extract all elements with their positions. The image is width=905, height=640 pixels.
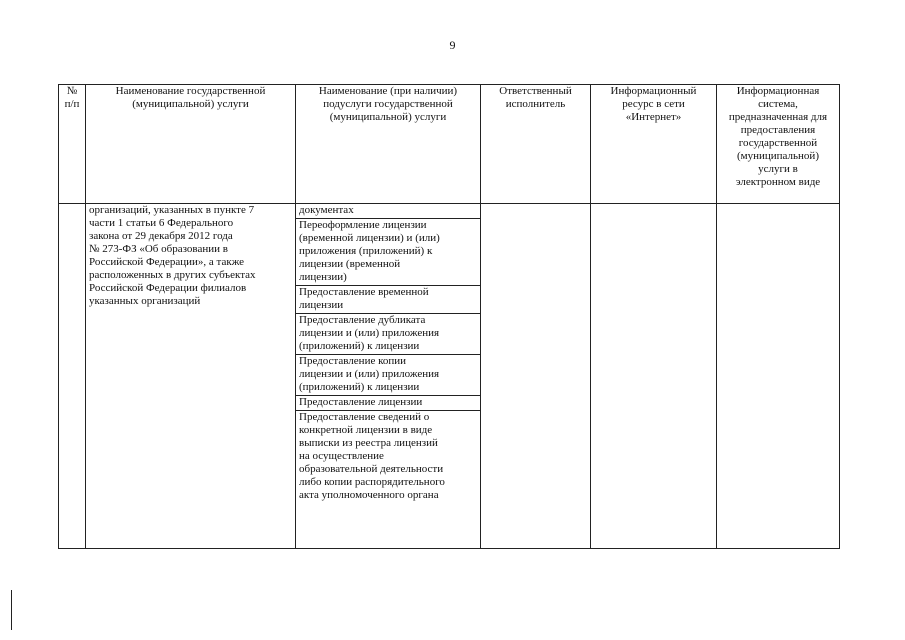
- header-information-system: [717, 85, 840, 204]
- text-line: Информационный: [610, 85, 697, 97]
- text-line: п/п: [64, 98, 80, 110]
- text-line: части 1 статьи 6 Федерального: [89, 217, 234, 229]
- cell-responsible: [481, 204, 591, 549]
- text-line: Наименование (при наличии): [318, 85, 458, 97]
- page-number: 9: [449, 38, 456, 52]
- cell-information-system: [717, 204, 840, 549]
- text-line: лицензии): [299, 271, 347, 283]
- text-line: на осуществление: [299, 450, 384, 462]
- text-line: лицензии: [299, 299, 344, 311]
- header-responsible: [481, 85, 591, 204]
- text-line: лицензии (временной: [299, 258, 401, 270]
- subservice-item: [296, 314, 480, 355]
- table-row: [59, 204, 840, 549]
- text-line: государственной: [738, 137, 818, 149]
- cell-subservices: [296, 204, 481, 549]
- text-line: (временной лицензии) и (или): [299, 232, 440, 244]
- text-line: электронном виде: [735, 176, 821, 188]
- text-line: исполнитель: [505, 98, 566, 110]
- cell-service-name: [86, 204, 296, 549]
- text-line: (приложений) к лицензии: [299, 340, 420, 352]
- header-internet-resource: [591, 85, 717, 204]
- header-number: [59, 85, 86, 204]
- subservice-item: [296, 219, 480, 286]
- table-header-row: [59, 85, 840, 204]
- text-line: (муниципальной) услуги: [132, 98, 249, 110]
- text-line: (муниципальной): [737, 150, 819, 162]
- text-line: ресурс в сети: [622, 98, 685, 110]
- text-line: Предоставление копии: [299, 355, 407, 367]
- text-line: №: [66, 85, 78, 97]
- subservice-item: [296, 411, 480, 503]
- subservice-item: [296, 204, 480, 219]
- text-line: лицензии и (или) приложения: [299, 368, 440, 380]
- text-line: Предоставление лицензии: [299, 396, 423, 408]
- text-line: приложения (приложений) к: [299, 245, 433, 257]
- text-line: № 273-ФЗ «Об образовании в: [89, 243, 228, 255]
- subservice-item: [296, 286, 480, 314]
- text-line: услуги в: [758, 163, 798, 175]
- text-line: предназначенная для: [728, 111, 828, 123]
- text-line: закона от 29 декабря 2012 года: [89, 230, 233, 242]
- text-line: акта уполномоченного органа: [299, 489, 439, 501]
- text-line: Российской Федерации», а также: [89, 256, 245, 268]
- text-line: Ответственный: [499, 85, 572, 97]
- text-line: документах: [299, 204, 354, 216]
- header-subservice-name: [296, 85, 481, 204]
- text-line: Предоставление сведений о: [299, 411, 430, 423]
- text-line: указанных организаций: [89, 295, 201, 307]
- text-line: система,: [758, 98, 798, 110]
- text-line: лицензии и (или) приложения: [299, 327, 440, 339]
- margin-line: [11, 590, 12, 630]
- header-service-name: [86, 85, 296, 204]
- text-line: «Интернет»: [625, 111, 682, 123]
- text-line: расположенных в других субъектах: [89, 269, 256, 281]
- text-line: (муниципальной) услуги: [329, 111, 447, 123]
- text-line: либо копии распорядительного: [299, 476, 445, 488]
- text-line: предоставления: [740, 124, 816, 136]
- cell-number: [59, 204, 86, 549]
- text-line: Переоформление лицензии: [299, 219, 427, 231]
- text-line: конкретной лицензии в виде: [299, 424, 433, 436]
- subservice-item: [296, 355, 480, 396]
- services-table: [58, 84, 840, 549]
- text-line: Наименование государственной: [115, 85, 266, 97]
- text-line: Предоставление временной: [299, 286, 429, 298]
- text-line: выписки из реестра лицензий: [299, 437, 438, 449]
- text-line: подуслуги государственной: [323, 98, 453, 110]
- text-line: Российской Федерации филиалов: [89, 282, 247, 294]
- text-line: организаций, указанных в пункте 7: [89, 204, 255, 216]
- subservice-item: [296, 396, 480, 411]
- text-line: Информационная: [736, 85, 820, 97]
- text-line: (приложений) к лицензии: [299, 381, 420, 393]
- text-line: образовательной деятельности: [299, 463, 444, 475]
- text-line: Предоставление дубликата: [299, 314, 426, 326]
- cell-internet-resource: [591, 204, 717, 549]
